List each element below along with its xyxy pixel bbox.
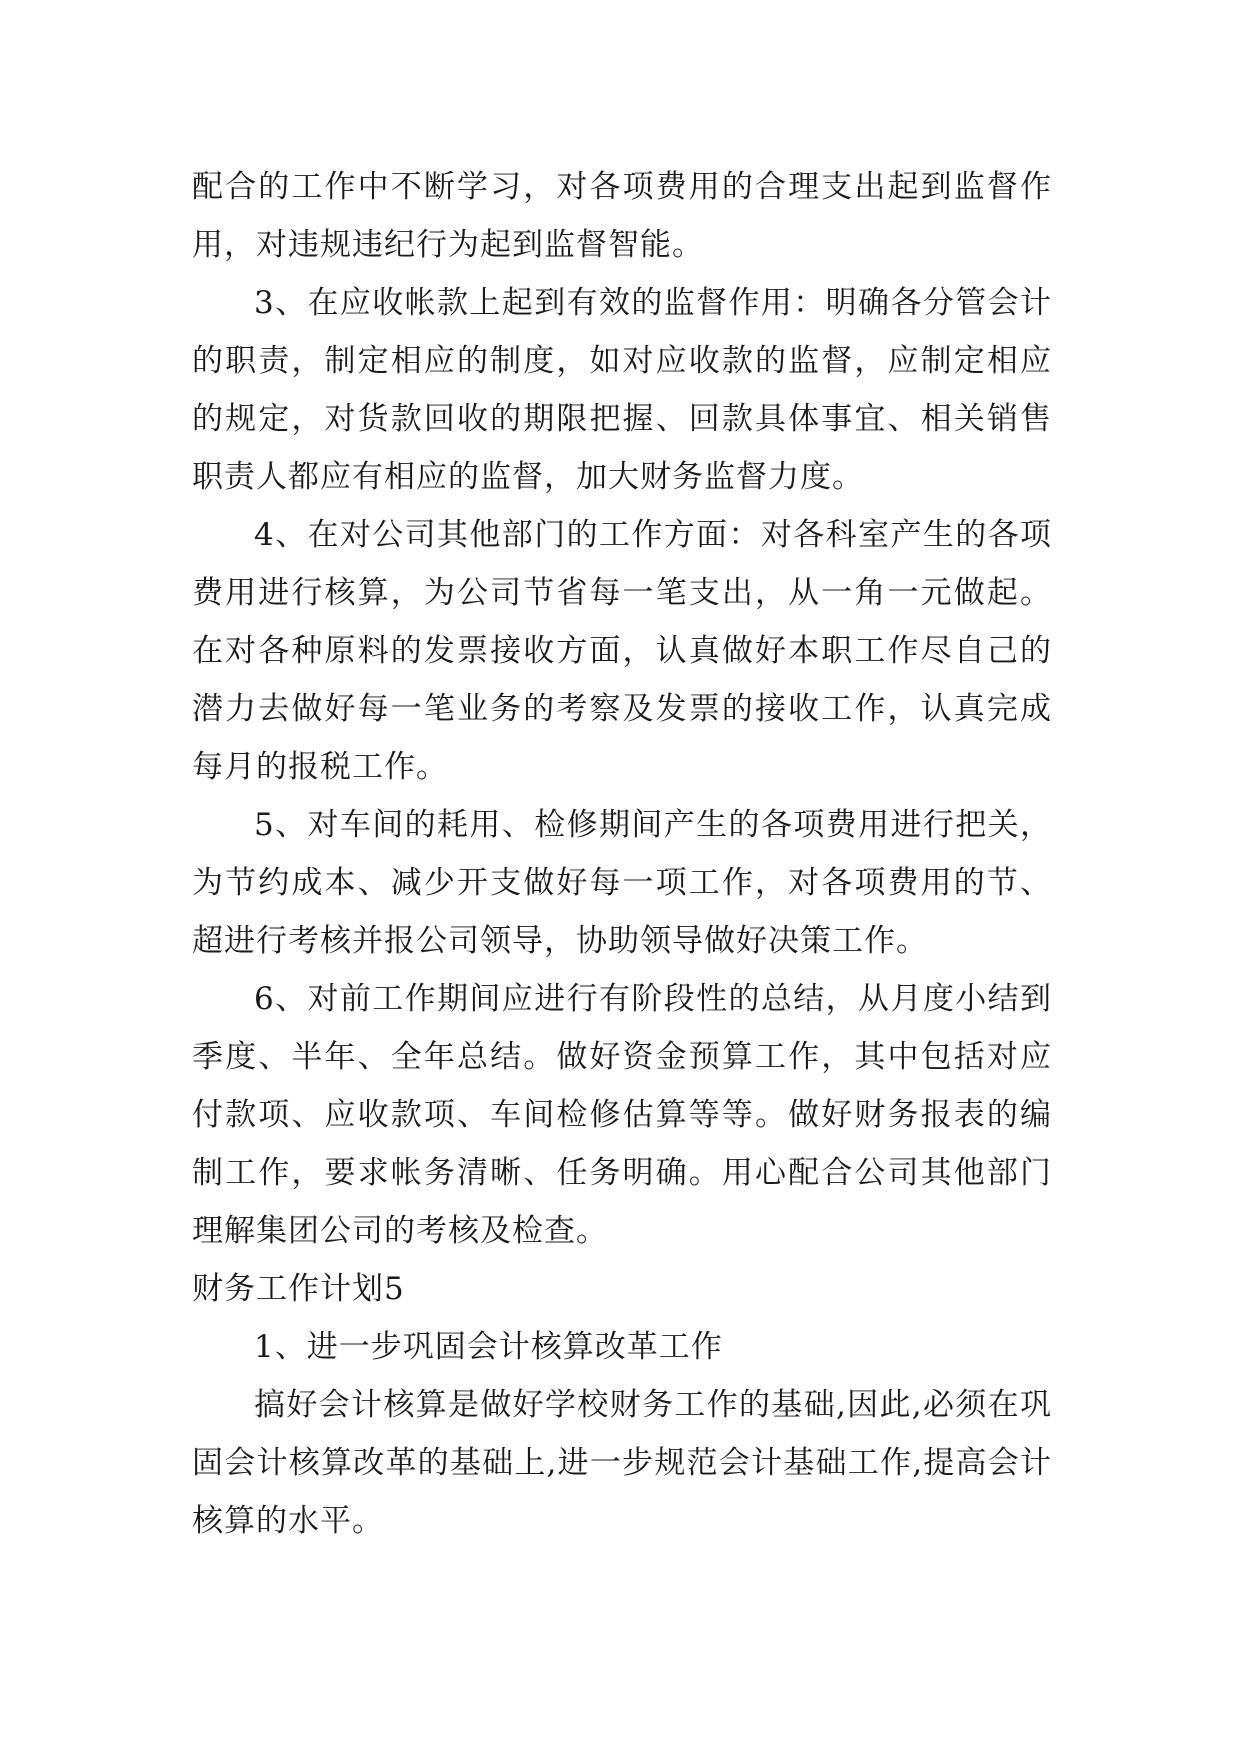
paragraph-item-4: 4、在对公司其他部门的工作方面：对各科室产生的各项费用进行核算，为公司节省每一笔支出，从一角一元做起。在对各种原料的发票接收方面，认真做好本职工作尽自己的潜力去做好每一笔业务的考察及发票的接收工作，认真完成每月的报税工作。 [192, 517, 1052, 785]
subsection-heading: 1、进一步巩固会计核算改革工作 [254, 1329, 723, 1365]
paragraph-item-6: 6、对前工作期间应进行有阶段性的总结，从月度小结到季度、半年、全年总结。做好资金预算工作，其中包括对应付款项、应收款项、车间检修估算等等。做好财务报表的编制工作，要求帐务清晰、任务明确。用心配合公司其他部门理解集团公司的考核及检查。 [192, 981, 1052, 1249]
paragraph-item-5: 5、对车间的耗用、检修期间产生的各项费用进行把关，为节约成本、减少开支做好每一项工作，对各项费用的节、超进行考核并报公司领导，协助领导做好决策工作。 [192, 807, 1052, 959]
document-body [192, 158, 1052, 1550]
paragraph-item-3: 3、在应收帐款上起到有效的监督作用：明确各分管会计的职责，制定相应的制度，如对应收款的监督，应制定相应的规定，对货款回收的期限把握、回款具体事宜、相关销售职责人都应有相应的监督，加大财务监督力度。 [192, 285, 1052, 495]
paragraph-accounting: 搞好会计核算是做好学校财务工作的基础,因此,必须在巩固会计核算改革的基础上,进一步规范会计基础工作,提高会计核算的水平。 [192, 1387, 1052, 1539]
paragraph-continuation: 配合的工作中不断学习，对各项费用的合理支出起到监督作用，对违规违纪行为起到监督智能。 [192, 169, 1052, 263]
section-heading: 财务工作计划5 [192, 1271, 405, 1307]
